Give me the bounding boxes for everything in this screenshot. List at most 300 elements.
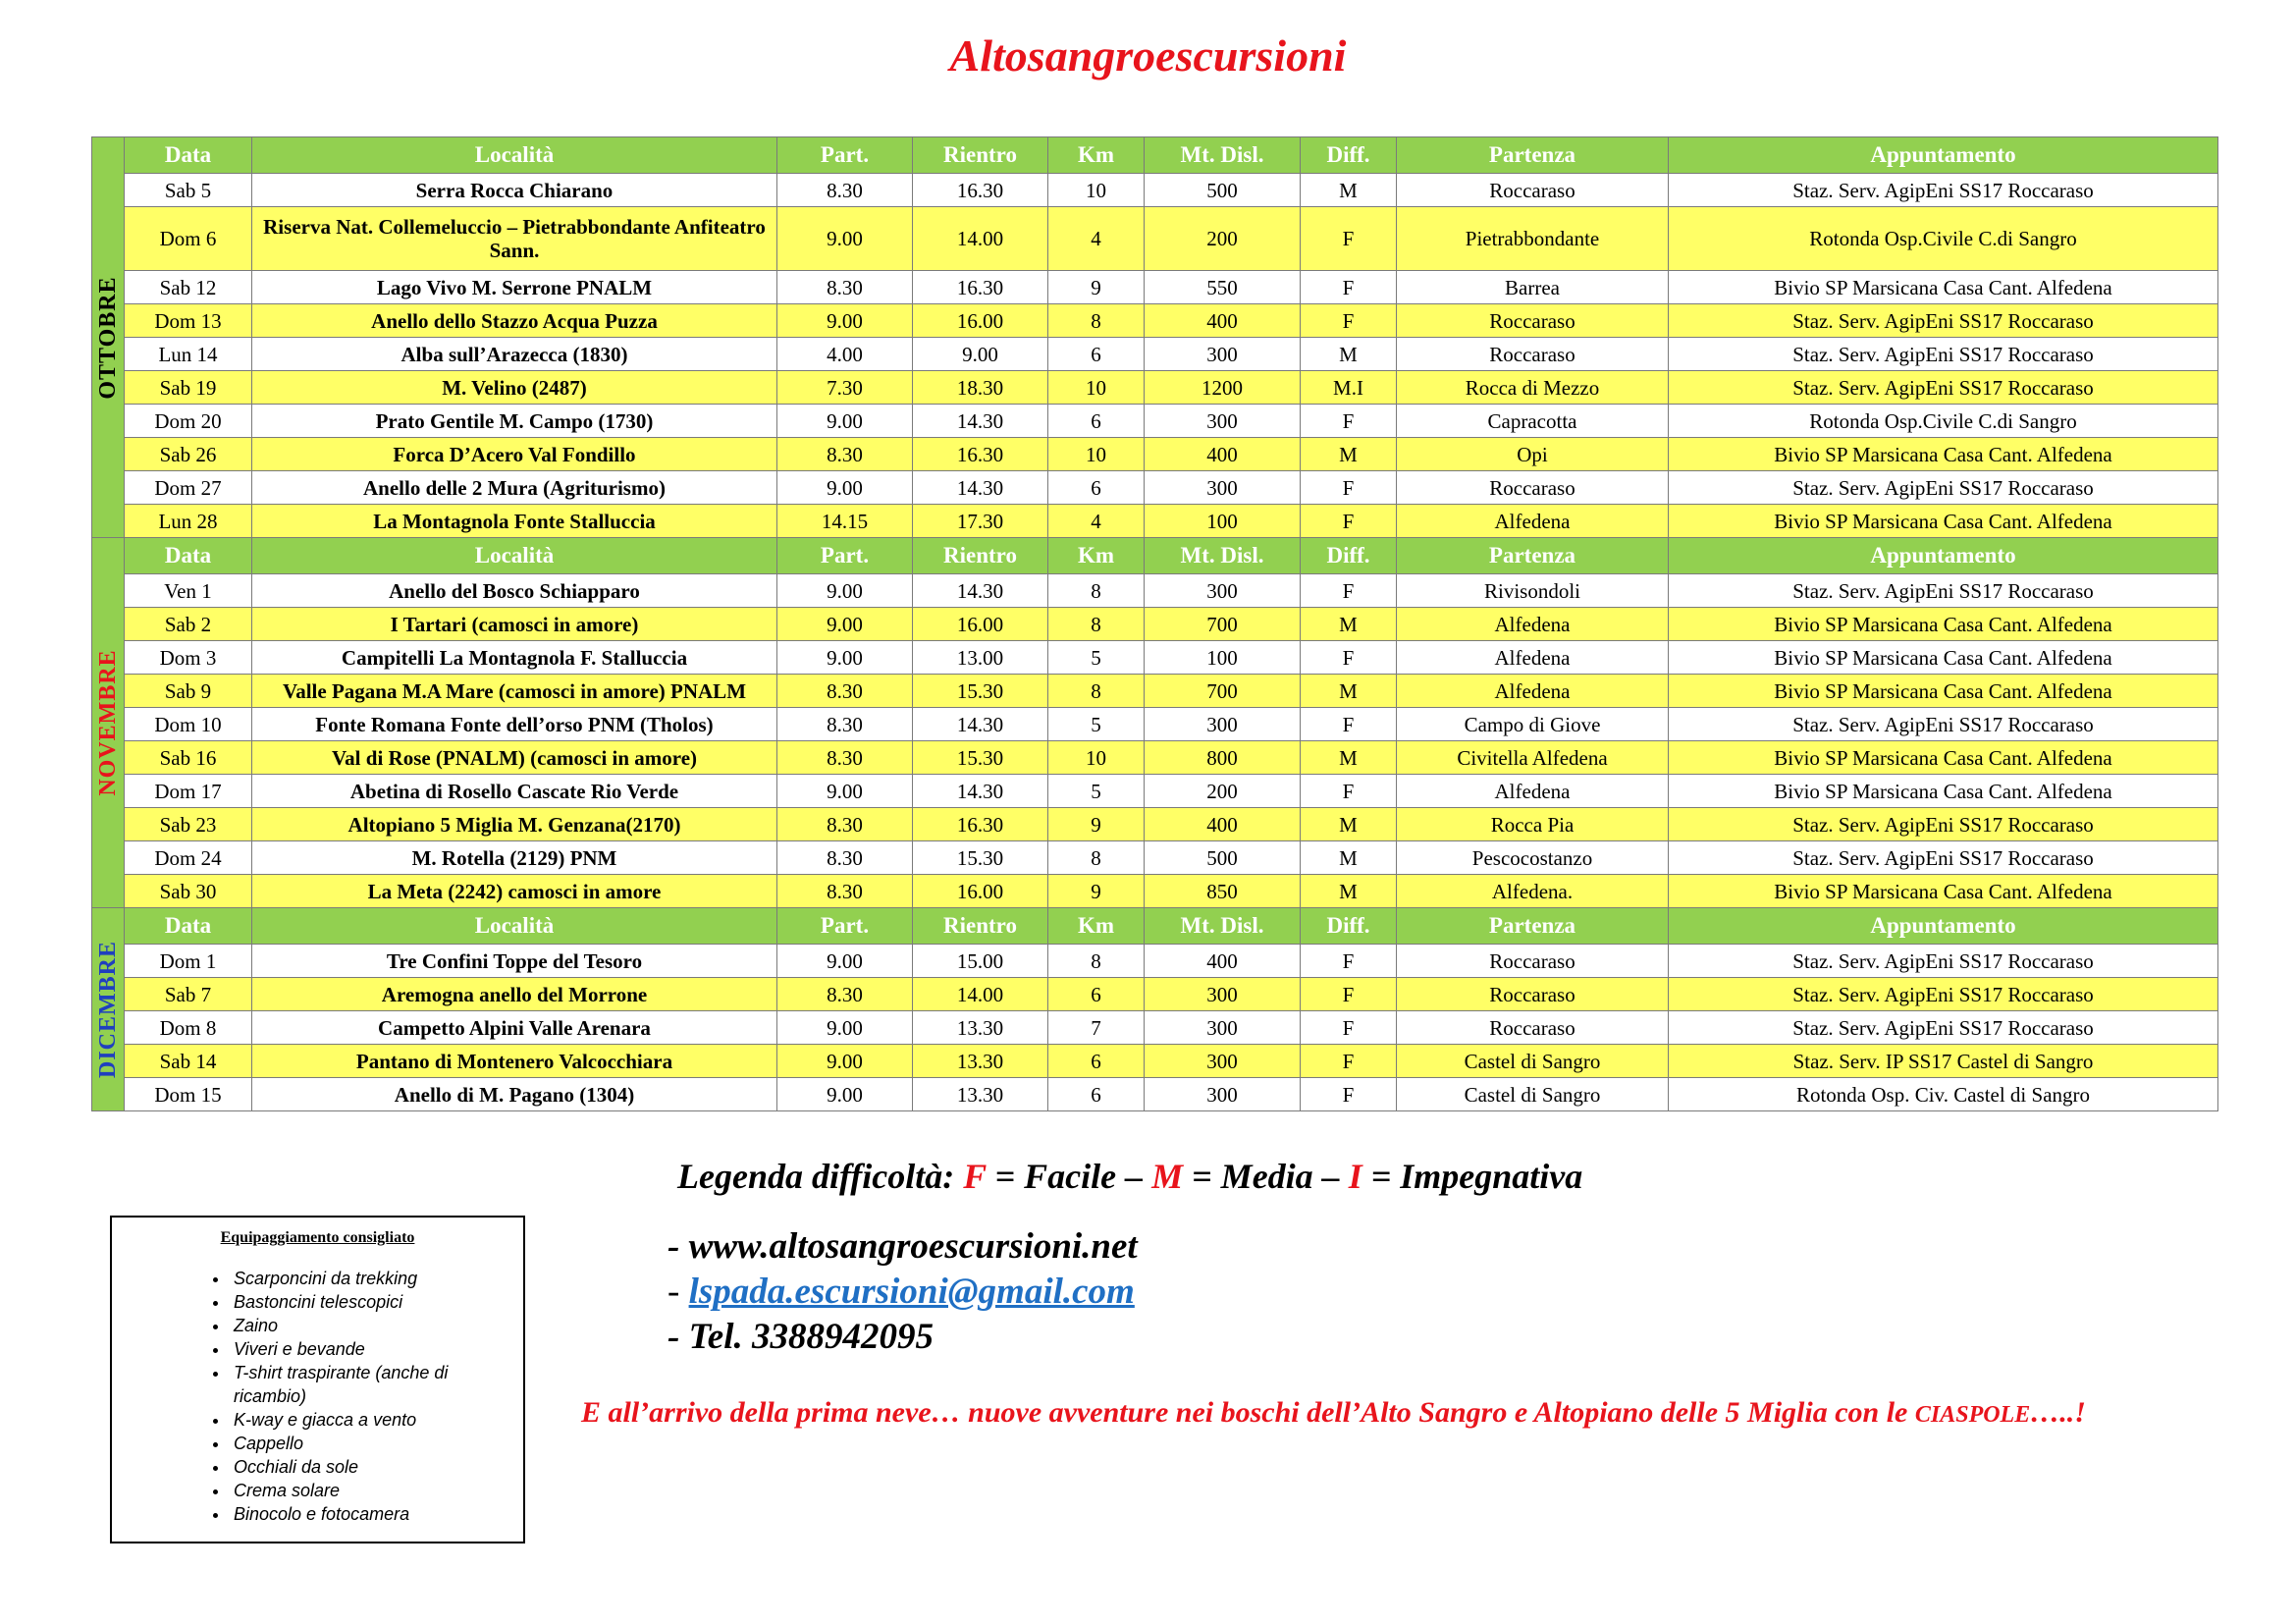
table-cell: 7 xyxy=(1048,1011,1145,1045)
table-cell: Lago Vivo M. Serrone PNALM xyxy=(252,271,777,304)
table-cell: 8 xyxy=(1048,841,1145,875)
table-cell: 8.30 xyxy=(777,438,913,471)
column-header: Località xyxy=(252,137,777,174)
table-row xyxy=(92,174,2218,207)
table-cell: 6 xyxy=(1048,1045,1145,1078)
table-cell: Bivio SP Marsicana Casa Cant. Alfedena xyxy=(1669,608,2218,641)
table-cell: F xyxy=(1301,945,1397,978)
table-cell: M xyxy=(1301,741,1397,775)
table-cell: 9.00 xyxy=(777,405,913,438)
table-cell: Staz. Serv. AgipEni SS17 Roccaraso xyxy=(1669,945,2218,978)
table-cell: Roccaraso xyxy=(1397,471,1669,505)
table-cell: Alfedena xyxy=(1397,641,1669,675)
month-label-cell xyxy=(92,908,125,1111)
table-cell: 500 xyxy=(1145,174,1301,207)
table-cell: Sab 23 xyxy=(125,808,252,841)
table-cell: M xyxy=(1301,875,1397,908)
table-cell: 8.30 xyxy=(777,841,913,875)
table-cell: 16.00 xyxy=(913,304,1048,338)
table-cell: M xyxy=(1301,841,1397,875)
table-cell: 6 xyxy=(1048,978,1145,1011)
table-cell: Bivio SP Marsicana Casa Cant. Alfedena xyxy=(1669,875,2218,908)
table-cell: F xyxy=(1301,574,1397,608)
table-cell: Lun 14 xyxy=(125,338,252,371)
table-cell: Rotonda Osp.Civile C.di Sangro xyxy=(1669,405,2218,438)
table-cell: Castel di Sangro xyxy=(1397,1078,1669,1111)
table-row xyxy=(92,808,2218,841)
table-cell: 400 xyxy=(1145,304,1301,338)
table-cell: 8.30 xyxy=(777,808,913,841)
table-cell: 8 xyxy=(1048,945,1145,978)
table-row xyxy=(92,574,2218,608)
table-cell: F xyxy=(1301,471,1397,505)
table-cell: 9.00 xyxy=(777,574,913,608)
table-cell: F xyxy=(1301,1011,1397,1045)
table-row xyxy=(92,1078,2218,1111)
legend-f-text: = Facile – xyxy=(986,1157,1152,1196)
table-cell: Valle Pagana M.A Mare (camosci in amore) PNALM xyxy=(252,675,777,708)
table-row xyxy=(92,708,2218,741)
table-cell: 15.00 xyxy=(913,945,1048,978)
table-cell: F xyxy=(1301,708,1397,741)
table-cell: Dom 17 xyxy=(125,775,252,808)
table-row xyxy=(92,978,2218,1011)
column-header: Mt. Disl. xyxy=(1145,538,1301,574)
table-cell: Rivisondoli xyxy=(1397,574,1669,608)
table-cell: Sab 12 xyxy=(125,271,252,304)
table-cell: Pietrabbondante xyxy=(1397,207,1669,271)
snow-tail: …..! xyxy=(2030,1396,2086,1429)
legend-f: F xyxy=(963,1157,987,1196)
table-cell: 14.15 xyxy=(777,505,913,538)
table-cell: 9.00 xyxy=(777,1011,913,1045)
table-cell: 9.00 xyxy=(777,641,913,675)
table-cell: M xyxy=(1301,438,1397,471)
equipment-item: • Scarponcini da trekking xyxy=(230,1267,490,1290)
header-row xyxy=(92,908,2218,945)
equipment-item: • Bastoncini telescopici xyxy=(230,1290,490,1314)
table-cell: 6 xyxy=(1048,405,1145,438)
table-cell: F xyxy=(1301,1045,1397,1078)
table-row xyxy=(92,945,2218,978)
table-cell: Roccaraso xyxy=(1397,174,1669,207)
table-cell: Bivio SP Marsicana Casa Cant. Alfedena xyxy=(1669,438,2218,471)
table-cell: Staz. Serv. AgipEni SS17 Roccaraso xyxy=(1669,304,2218,338)
table-row xyxy=(92,207,2218,271)
table-cell: Alfedena. xyxy=(1397,875,1669,908)
table-cell: Anello dello Stazzo Acqua Puzza xyxy=(252,304,777,338)
table-row xyxy=(92,1045,2218,1078)
table-cell: Castel di Sangro xyxy=(1397,1045,1669,1078)
table-cell: Dom 24 xyxy=(125,841,252,875)
table-cell: 18.30 xyxy=(913,371,1048,405)
table-cell: 9.00 xyxy=(777,471,913,505)
column-header: Part. xyxy=(777,908,913,945)
column-header: Data xyxy=(125,908,252,945)
column-header: Rientro xyxy=(913,908,1048,945)
column-header: Diff. xyxy=(1301,538,1397,574)
table-cell: 8 xyxy=(1048,675,1145,708)
table-row xyxy=(92,505,2218,538)
table-cell: 8.30 xyxy=(777,978,913,1011)
table-cell: 8 xyxy=(1048,304,1145,338)
table-cell: Bivio SP Marsicana Casa Cant. Alfedena xyxy=(1669,641,2218,675)
table-cell: La Meta (2242) camosci in amore xyxy=(252,875,777,908)
table-row xyxy=(92,338,2218,371)
page-title: Altosangroescursioni xyxy=(949,30,1347,81)
column-header: Mt. Disl. xyxy=(1145,137,1301,174)
month-label-cell xyxy=(92,538,125,908)
equipment-item: • K-way e giacca a vento xyxy=(230,1408,490,1432)
email-dash: - xyxy=(667,1272,689,1312)
table-cell: F xyxy=(1301,1078,1397,1111)
table-cell: Alfedena xyxy=(1397,675,1669,708)
table-cell: Staz. Serv. AgipEni SS17 Roccaraso xyxy=(1669,708,2218,741)
column-header: Diff. xyxy=(1301,137,1397,174)
table-cell: 100 xyxy=(1145,505,1301,538)
table-cell: Serra Rocca Chiarano xyxy=(252,174,777,207)
table-cell: 9.00 xyxy=(777,775,913,808)
table-cell: La Montagnola Fonte Stalluccia xyxy=(252,505,777,538)
table-cell: Bivio SP Marsicana Casa Cant. Alfedena xyxy=(1669,741,2218,775)
table-cell: 10 xyxy=(1048,438,1145,471)
table-cell: 17.30 xyxy=(913,505,1048,538)
table-cell: Dom 10 xyxy=(125,708,252,741)
table-cell: Dom 20 xyxy=(125,405,252,438)
table-cell: Sab 5 xyxy=(125,174,252,207)
column-header: Part. xyxy=(777,137,913,174)
table-cell: 9.00 xyxy=(777,608,913,641)
table-cell: 800 xyxy=(1145,741,1301,775)
legend-m-text: = Media – xyxy=(1183,1157,1349,1196)
table-cell: Staz. Serv. AgipEni SS17 Roccaraso xyxy=(1669,841,2218,875)
table-cell: 850 xyxy=(1145,875,1301,908)
table-cell: 500 xyxy=(1145,841,1301,875)
table-cell: Pantano di Montenero Valcocchiara xyxy=(252,1045,777,1078)
table-cell: Sab 14 xyxy=(125,1045,252,1078)
table-row xyxy=(92,841,2218,875)
table-cell: Alba sull’Arazecca (1830) xyxy=(252,338,777,371)
table-cell: 8 xyxy=(1048,574,1145,608)
column-header: Appuntamento xyxy=(1669,538,2218,574)
table-cell: 300 xyxy=(1145,574,1301,608)
table-cell: M xyxy=(1301,174,1397,207)
table-cell: 14.30 xyxy=(913,405,1048,438)
table-cell: Pescocostanzo xyxy=(1397,841,1669,875)
table-cell: 400 xyxy=(1145,438,1301,471)
table-cell: Sab 19 xyxy=(125,371,252,405)
table-cell: 300 xyxy=(1145,708,1301,741)
column-header: Rientro xyxy=(913,137,1048,174)
table-cell: 9.00 xyxy=(777,1045,913,1078)
table-cell: 10 xyxy=(1048,741,1145,775)
table-cell: 9.00 xyxy=(777,945,913,978)
table-cell: Staz. Serv. AgipEni SS17 Roccaraso xyxy=(1669,1011,2218,1045)
table-cell: 10 xyxy=(1048,371,1145,405)
table-cell: Forca D’Acero Val Fondillo xyxy=(252,438,777,471)
legend-i-text: = Impegnativa xyxy=(1362,1157,1583,1196)
table-cell: 300 xyxy=(1145,471,1301,505)
header-row xyxy=(92,538,2218,574)
column-header: Appuntamento xyxy=(1669,137,2218,174)
table-cell: Roccaraso xyxy=(1397,945,1669,978)
column-header: Località xyxy=(252,538,777,574)
table-cell: M xyxy=(1301,675,1397,708)
table-cell: F xyxy=(1301,978,1397,1011)
table-cell: Dom 8 xyxy=(125,1011,252,1045)
table-cell: Roccaraso xyxy=(1397,338,1669,371)
table-cell: Fonte Romana Fonte dell’orso PNM (Tholos) xyxy=(252,708,777,741)
table-cell: 300 xyxy=(1145,338,1301,371)
table-cell: 400 xyxy=(1145,945,1301,978)
snow-announcement xyxy=(581,1396,2086,1430)
table-cell: Anello di M. Pagano (1304) xyxy=(252,1078,777,1111)
equipment-list xyxy=(112,1267,490,1526)
table-cell: Dom 27 xyxy=(125,471,252,505)
table-cell: Staz. Serv. AgipEni SS17 Roccaraso xyxy=(1669,978,2218,1011)
table-cell: Anello del Bosco Schiapparo xyxy=(252,574,777,608)
table-cell: 4.00 xyxy=(777,338,913,371)
table-cell: Barrea xyxy=(1397,271,1669,304)
table-cell: Staz. Serv. AgipEni SS17 Roccaraso xyxy=(1669,574,2218,608)
month-label: NOVEMBRE xyxy=(95,649,121,796)
month-label: DICEMBRE xyxy=(95,940,121,1079)
table-cell: Rotonda Osp.Civile C.di Sangro xyxy=(1669,207,2218,271)
table-cell: 700 xyxy=(1145,608,1301,641)
table-cell: Sab 7 xyxy=(125,978,252,1011)
table-cell: Sab 9 xyxy=(125,675,252,708)
column-header: Partenza xyxy=(1397,137,1669,174)
table-cell: Rotonda Osp. Civ. Castel di Sangro xyxy=(1669,1078,2218,1111)
table-cell: Ven 1 xyxy=(125,574,252,608)
table-cell: 9.00 xyxy=(913,338,1048,371)
table-cell: 8.30 xyxy=(777,875,913,908)
column-header: Partenza xyxy=(1397,908,1669,945)
table-row xyxy=(92,471,2218,505)
table-cell: Anello delle 2 Mura (Agriturismo) xyxy=(252,471,777,505)
table-cell: 16.30 xyxy=(913,438,1048,471)
table-cell: 200 xyxy=(1145,207,1301,271)
table-cell: Staz. Serv. AgipEni SS17 Roccaraso xyxy=(1669,808,2218,841)
table-cell: F xyxy=(1301,271,1397,304)
table-cell: 8 xyxy=(1048,608,1145,641)
table-cell: 9.00 xyxy=(777,1078,913,1111)
column-header: Km xyxy=(1048,908,1145,945)
equipment-item: • Occhiali da sole xyxy=(230,1455,490,1479)
legend-i: I xyxy=(1348,1157,1362,1196)
table-row xyxy=(92,608,2218,641)
table-cell: Staz. Serv. AgipEni SS17 Roccaraso xyxy=(1669,174,2218,207)
table-cell: Roccaraso xyxy=(1397,1011,1669,1045)
equipment-item: • Viveri e bevande xyxy=(230,1337,490,1361)
table-cell: 5 xyxy=(1048,641,1145,675)
table-cell: Campetto Alpini Valle Arenara xyxy=(252,1011,777,1045)
table-cell: 14.30 xyxy=(913,471,1048,505)
table-row xyxy=(92,775,2218,808)
table-row xyxy=(92,741,2218,775)
table-cell: Sab 2 xyxy=(125,608,252,641)
table-cell: I Tartari (camosci in amore) xyxy=(252,608,777,641)
table-cell: 15.30 xyxy=(913,675,1048,708)
table-cell: F xyxy=(1301,775,1397,808)
table-cell: 6 xyxy=(1048,338,1145,371)
table-cell: Rocca Pia xyxy=(1397,808,1669,841)
table-cell: 1200 xyxy=(1145,371,1301,405)
column-header: Data xyxy=(125,137,252,174)
table-cell: 9.00 xyxy=(777,304,913,338)
table-cell: Alfedena xyxy=(1397,608,1669,641)
table-cell: 9 xyxy=(1048,271,1145,304)
table-cell: 16.00 xyxy=(913,608,1048,641)
table-cell: Riserva Nat. Collemeluccio – Pietrabbondante Anfiteatro Sann. xyxy=(252,207,777,271)
equipment-item: • Zaino xyxy=(230,1314,490,1337)
table-cell: 14.00 xyxy=(913,978,1048,1011)
table-cell: Sab 16 xyxy=(125,741,252,775)
table-cell: Bivio SP Marsicana Casa Cant. Alfedena xyxy=(1669,775,2218,808)
table-cell: M xyxy=(1301,338,1397,371)
table-row xyxy=(92,371,2218,405)
table-cell: Staz. Serv. IP SS17 Castel di Sangro xyxy=(1669,1045,2218,1078)
column-header: Data xyxy=(125,538,252,574)
table-cell: 6 xyxy=(1048,1078,1145,1111)
table-cell: Civitella Alfedena xyxy=(1397,741,1669,775)
table-cell: 10 xyxy=(1048,174,1145,207)
table-cell: Dom 1 xyxy=(125,945,252,978)
table-cell: 8.30 xyxy=(777,741,913,775)
column-header: Km xyxy=(1048,538,1145,574)
table-cell: 13.30 xyxy=(913,1011,1048,1045)
snow-ciaspole: CIASPOLE xyxy=(1914,1402,2031,1428)
table-row xyxy=(92,1011,2218,1045)
equipment-item: • Binocolo e fotocamera xyxy=(230,1502,490,1526)
column-header: Appuntamento xyxy=(1669,908,2218,945)
column-header: Località xyxy=(252,908,777,945)
equipment-item: • T-shirt traspirante (anche di ricambio) xyxy=(230,1361,490,1408)
column-header: Mt. Disl. xyxy=(1145,908,1301,945)
column-header: Km xyxy=(1048,137,1145,174)
table-cell: 16.30 xyxy=(913,271,1048,304)
table-cell: 16.30 xyxy=(913,808,1048,841)
table-cell: Sab 30 xyxy=(125,875,252,908)
table-cell: 300 xyxy=(1145,405,1301,438)
column-header: Diff. xyxy=(1301,908,1397,945)
table-cell: 7.30 xyxy=(777,371,913,405)
table-cell: 16.30 xyxy=(913,174,1048,207)
email-link[interactable]: lspada.escursioni@gmail.com xyxy=(688,1272,1135,1312)
table-cell: 14.00 xyxy=(913,207,1048,271)
column-header: Part. xyxy=(777,538,913,574)
website-link[interactable]: - www.altosangroescursioni.net xyxy=(667,1226,1138,1267)
table-cell: M xyxy=(1301,608,1397,641)
table-cell: Sab 26 xyxy=(125,438,252,471)
table-cell: 4 xyxy=(1048,505,1145,538)
table-cell: Val di Rose (PNALM) (camosci in amore) xyxy=(252,741,777,775)
table-cell: 8.30 xyxy=(777,675,913,708)
phone-number: - Tel. 3388942095 xyxy=(667,1317,934,1357)
table-cell: 4 xyxy=(1048,207,1145,271)
equipment-item: • Cappello xyxy=(230,1432,490,1455)
table-cell: 300 xyxy=(1145,978,1301,1011)
table-cell: M. Velino (2487) xyxy=(252,371,777,405)
table-cell: 14.30 xyxy=(913,775,1048,808)
schedule-table xyxy=(91,136,2218,1111)
table-cell: F xyxy=(1301,641,1397,675)
table-cell: Staz. Serv. AgipEni SS17 Roccaraso xyxy=(1669,371,2218,405)
table-cell: 15.30 xyxy=(913,841,1048,875)
equipment-title: Equipaggiamento consigliato xyxy=(220,1229,415,1246)
table-cell: 8.30 xyxy=(777,271,913,304)
table-cell: 5 xyxy=(1048,708,1145,741)
table-cell: Aremogna anello del Morrone xyxy=(252,978,777,1011)
table-cell: 300 xyxy=(1145,1045,1301,1078)
table-cell: Altopiano 5 Miglia M. Genzana(2170) xyxy=(252,808,777,841)
table-cell: Campitelli La Montagnola F. Stalluccia xyxy=(252,641,777,675)
legend-m: M xyxy=(1151,1157,1184,1196)
table-cell: 14.30 xyxy=(913,708,1048,741)
header-row xyxy=(92,137,2218,174)
table-cell: Roccaraso xyxy=(1397,978,1669,1011)
table-cell: 14.30 xyxy=(913,574,1048,608)
month-label: OTTOBRE xyxy=(95,275,121,400)
equipment-box xyxy=(110,1216,525,1543)
snow-text: E all’arrivo della prima neve… nuove avventure nei boschi dell’Alto Sangro e Altopiano delle 5 Miglia con le xyxy=(581,1396,1915,1429)
table-cell: Staz. Serv. AgipEni SS17 Roccaraso xyxy=(1669,338,2218,371)
table-cell: 8.30 xyxy=(777,174,913,207)
table-cell: Bivio SP Marsicana Casa Cant. Alfedena xyxy=(1669,271,2218,304)
table-cell: F xyxy=(1301,405,1397,438)
column-header: Partenza xyxy=(1397,538,1669,574)
table-cell: 9 xyxy=(1048,808,1145,841)
table-row xyxy=(92,875,2218,908)
table-cell: Abetina di Rosello Cascate Rio Verde xyxy=(252,775,777,808)
table-cell: Lun 28 xyxy=(125,505,252,538)
table-cell: Dom 13 xyxy=(125,304,252,338)
table-cell: Alfedena xyxy=(1397,775,1669,808)
table-cell: Capracotta xyxy=(1397,405,1669,438)
table-cell: Bivio SP Marsicana Casa Cant. Alfedena xyxy=(1669,675,2218,708)
table-cell: Prato Gentile M. Campo (1730) xyxy=(252,405,777,438)
table-cell: Dom 15 xyxy=(125,1078,252,1111)
table-cell: M. Rotella (2129) PNM xyxy=(252,841,777,875)
table-cell: Rocca di Mezzo xyxy=(1397,371,1669,405)
table-cell: Opi xyxy=(1397,438,1669,471)
difficulty-legend xyxy=(677,1156,1582,1197)
table-cell: 400 xyxy=(1145,808,1301,841)
table-cell: 15.30 xyxy=(913,741,1048,775)
table-row xyxy=(92,438,2218,471)
table-row xyxy=(92,271,2218,304)
table-row xyxy=(92,304,2218,338)
table-cell: M.I xyxy=(1301,371,1397,405)
table-cell: Dom 6 xyxy=(125,207,252,271)
table-cell: F xyxy=(1301,207,1397,271)
table-cell: 13.00 xyxy=(913,641,1048,675)
table-row xyxy=(92,675,2218,708)
table-cell: 5 xyxy=(1048,775,1145,808)
table-cell: Dom 3 xyxy=(125,641,252,675)
table-cell: 16.00 xyxy=(913,875,1048,908)
table-cell: Bivio SP Marsicana Casa Cant. Alfedena xyxy=(1669,505,2218,538)
table-cell: 9 xyxy=(1048,875,1145,908)
legend-prefix: Legenda difficoltà: xyxy=(677,1157,964,1196)
table-cell: Staz. Serv. AgipEni SS17 Roccaraso xyxy=(1669,471,2218,505)
table-cell: 8.30 xyxy=(777,708,913,741)
table-cell: 300 xyxy=(1145,1011,1301,1045)
column-header: Rientro xyxy=(913,538,1048,574)
table-cell: Roccaraso xyxy=(1397,304,1669,338)
table-cell: Campo di Giove xyxy=(1397,708,1669,741)
table-cell: F xyxy=(1301,505,1397,538)
